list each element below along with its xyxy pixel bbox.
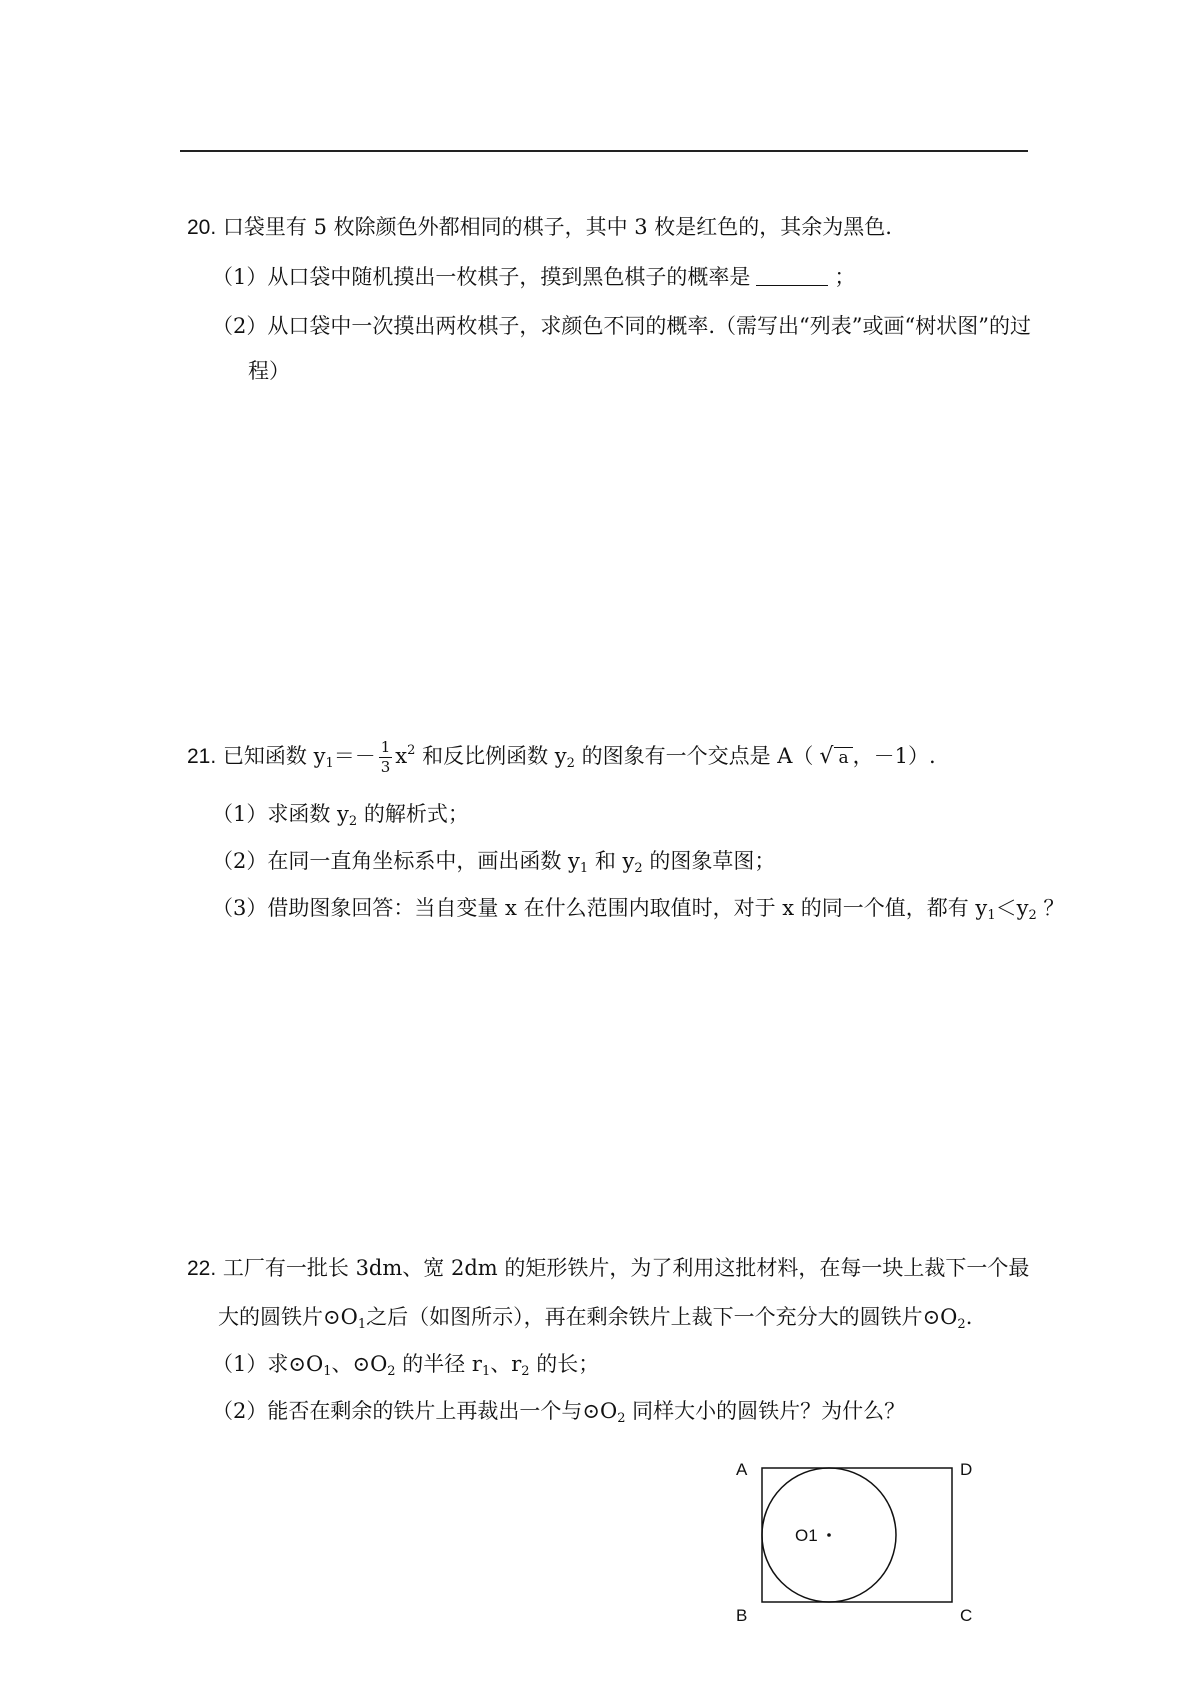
q20-part2-label: （2） bbox=[212, 314, 268, 338]
subscript: 2 bbox=[348, 814, 358, 829]
variable-x: x bbox=[395, 744, 408, 768]
q20-part2-text: 从口袋中一次摸出两枚棋子，求颜色不同的概率.（需写出“列表”或画“树状图”的过 bbox=[267, 314, 1031, 338]
q22-number: 22. bbox=[187, 1257, 217, 1280]
q21-part3-c: ？ bbox=[1036, 896, 1065, 920]
q21-part1-a: 求函数 y bbox=[267, 802, 349, 826]
q22-part1-label: （1） bbox=[212, 1352, 268, 1376]
q20-part1-tail: ； bbox=[834, 265, 856, 289]
header-rule bbox=[180, 150, 1028, 152]
q22-cont-b: 之后（如图所示），再在剩余铁片上裁下一个充分大的圆铁片⊙O bbox=[366, 1305, 958, 1329]
q20-part1-text: 从口袋中随机摸出一枚棋子，摸到黑色棋子的概率是 bbox=[267, 265, 751, 289]
q21-part1-label: （1） bbox=[212, 802, 268, 826]
superscript: 2 bbox=[407, 743, 416, 758]
q21-part1-b: 的解析式； bbox=[357, 802, 469, 826]
q20-number: 20. bbox=[187, 216, 217, 239]
q22-stem-continuation bbox=[218, 1302, 972, 1332]
fraction-denominator: 3 bbox=[380, 758, 391, 776]
center-dot bbox=[827, 1533, 831, 1537]
q22-part2-b: 同样大小的圆铁片？为什么？ bbox=[625, 1399, 906, 1423]
subscript: 1 bbox=[987, 908, 996, 923]
q20-part2-continuation: 程） bbox=[248, 359, 290, 383]
fraction-numerator: 1 bbox=[380, 738, 391, 756]
q22-stem-text: 工厂有一批长 3dm、宽 2dm 的矩形铁片，为了利用这批材料，在每一块上裁下一个最 bbox=[222, 1256, 1030, 1280]
label-c: C bbox=[960, 1606, 973, 1625]
q21-stem bbox=[187, 738, 936, 777]
radical-sign: √ bbox=[819, 744, 834, 769]
subscript: 2 bbox=[957, 1317, 966, 1332]
q20-part1 bbox=[212, 262, 855, 292]
radicand: a bbox=[834, 747, 852, 768]
fraction-one-third bbox=[379, 738, 393, 777]
q21-stem-a: 已知函数 y bbox=[222, 744, 326, 768]
label-b: B bbox=[736, 1606, 748, 1625]
subscript: 1 bbox=[323, 1364, 332, 1379]
q21-part2-a: 在同一直角坐标系中，画出函数 y bbox=[267, 849, 580, 873]
q22-part2 bbox=[212, 1396, 905, 1426]
q22-cont-a: 大的圆铁片⊙O bbox=[218, 1305, 358, 1329]
subscript: 1 bbox=[579, 861, 589, 876]
q21-part2-b: 和 y bbox=[588, 849, 635, 873]
subscript: 2 bbox=[566, 756, 575, 771]
q20-stem-text: 口袋里有 5 枚除颜色外都相同的棋子，其中 3 枚是红色的，其余为黑色. bbox=[222, 215, 892, 239]
q20-stem bbox=[187, 212, 892, 243]
subscript: 2 bbox=[1028, 908, 1037, 923]
q21-equals-minus: ＝－ bbox=[333, 744, 376, 768]
subscript: 1 bbox=[325, 756, 334, 771]
q22-cont-c: . bbox=[965, 1305, 973, 1329]
q22-part1-a: 求⊙O bbox=[267, 1352, 324, 1376]
subscript: 2 bbox=[617, 1411, 626, 1426]
q21-part2-c: 的图象草图； bbox=[642, 849, 776, 873]
q21-part1 bbox=[212, 799, 469, 829]
q22-part1-d: 、r bbox=[490, 1352, 522, 1376]
q22-part1 bbox=[212, 1349, 599, 1379]
q21-part3-b: ＜y bbox=[995, 896, 1029, 920]
q21-part3-a: 借助图象回答：当自变量 x 在什么范围内取值时，对于 x 的同一个值，都有 y bbox=[267, 896, 988, 920]
q22-part1-b: 、⊙O bbox=[331, 1352, 388, 1376]
answer-blank bbox=[756, 265, 828, 286]
q21-stem-b: 和反比例函数 y bbox=[415, 744, 567, 768]
q20-part2 bbox=[212, 311, 1031, 341]
q21-stem-d: ，－1）. bbox=[852, 744, 936, 768]
label-a: A bbox=[736, 1460, 748, 1479]
q21-part2-label: （2） bbox=[212, 849, 268, 873]
subscript: 1 bbox=[481, 1364, 491, 1379]
q22-part2-label: （2） bbox=[212, 1399, 268, 1423]
q21-part3 bbox=[212, 893, 1064, 923]
rectangle-abcd bbox=[762, 1468, 952, 1602]
subscript: 2 bbox=[387, 1364, 396, 1379]
label-d: D bbox=[960, 1460, 973, 1479]
q21-part3-label: （3） bbox=[212, 896, 268, 920]
label-o1: O1 bbox=[795, 1526, 818, 1545]
rectangle-circle-figure bbox=[720, 1450, 990, 1630]
q22-stem bbox=[187, 1253, 1029, 1284]
subscript: 2 bbox=[634, 861, 643, 876]
q20-part1-label: （1） bbox=[212, 265, 268, 289]
subscript: 2 bbox=[521, 1364, 530, 1379]
q22-part1-c: 的半径 r bbox=[395, 1352, 482, 1376]
q21-part2 bbox=[212, 846, 775, 876]
q21-number: 21. bbox=[187, 745, 217, 768]
q22-part1-e: 的长； bbox=[529, 1352, 600, 1376]
subscript: 1 bbox=[357, 1317, 367, 1332]
q22-part2-a: 能否在剩余的铁片上再裁出一个与⊙O bbox=[267, 1399, 618, 1423]
q21-stem-c: 的图象有一个交点是 A（ bbox=[574, 744, 814, 768]
